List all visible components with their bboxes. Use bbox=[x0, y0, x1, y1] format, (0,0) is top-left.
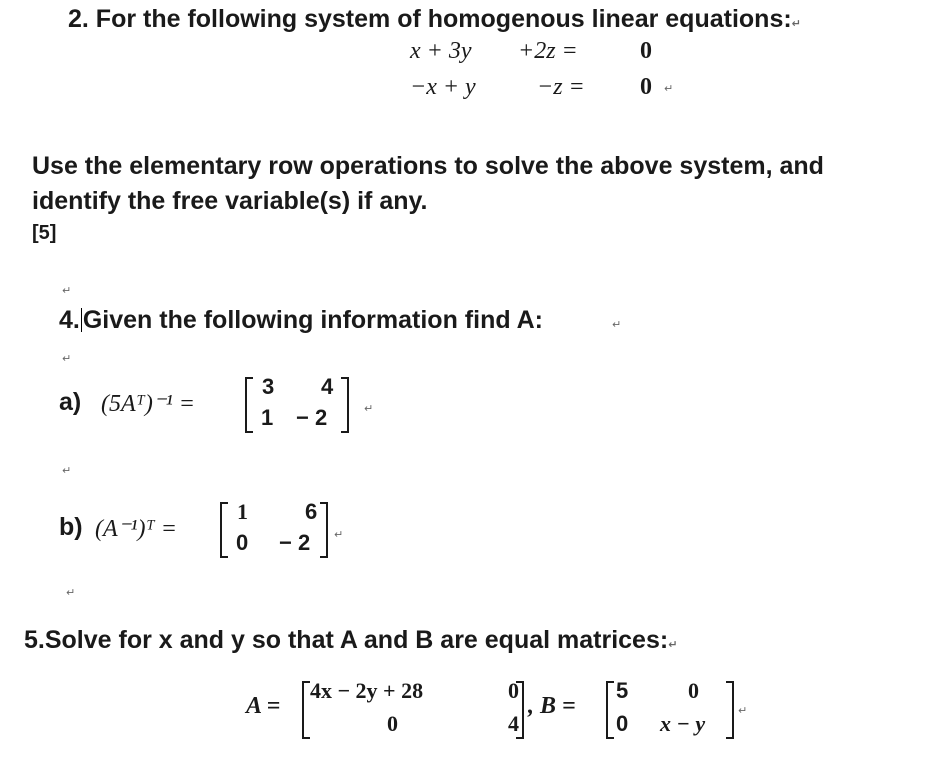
q5-B-label: , B = bbox=[528, 693, 576, 719]
paragraph-mark: ↵ bbox=[364, 402, 374, 415]
paragraph-mark: ↵ bbox=[791, 17, 801, 30]
paragraph-mark: ↵ bbox=[334, 528, 344, 541]
paragraph-mark: ↵ bbox=[62, 284, 72, 297]
paragraph-mark: ↵ bbox=[62, 352, 72, 365]
q4b-m21: 0 bbox=[236, 530, 249, 555]
paragraph-mark: ↵ bbox=[66, 586, 76, 599]
paragraph-mark: ↵ bbox=[612, 318, 622, 331]
q4b-m12: 6 bbox=[305, 499, 318, 524]
q5-title: 5.Solve for x and y so that A and B are equal matrices:↵ bbox=[24, 626, 678, 654]
q5-A-label: A = bbox=[246, 693, 281, 719]
q5-A-m11: 4x − 2y + 28 bbox=[310, 678, 424, 703]
q2-title: 2. For the following system of homogenous linear equations:↵ bbox=[68, 5, 801, 33]
q2-instruction-line1: Use the elementary row operations to solve the above system, and bbox=[32, 152, 824, 180]
q5-B-m11: 5 bbox=[616, 678, 629, 703]
q4a-m12: 4 bbox=[321, 374, 334, 399]
q4b-label: b) bbox=[59, 513, 83, 541]
q2-marks-clip bbox=[30, 222, 90, 244]
q4a-m11: 3 bbox=[262, 374, 275, 399]
q4b-lhs: (A⁻¹)ᵀ = bbox=[95, 516, 177, 542]
q5-B-m12: 0 bbox=[688, 678, 699, 703]
q5-A-m21: 0 bbox=[387, 711, 398, 736]
q4a-m21: 1 bbox=[261, 405, 274, 430]
q5-B-m21: 0 bbox=[616, 711, 629, 736]
paragraph-mark: ↵ bbox=[668, 638, 678, 651]
paragraph-mark: ↵ bbox=[664, 82, 674, 95]
q5-B-left-bracket bbox=[606, 681, 614, 739]
q5-B-right-bracket bbox=[726, 681, 734, 739]
q2-eq1-mid: +2z = bbox=[518, 38, 578, 64]
q2-eq1-lhs: x + 3y bbox=[410, 38, 472, 64]
q4a-left-bracket bbox=[245, 377, 253, 433]
q2-eq2-lhs: −x + y bbox=[410, 74, 476, 100]
q2-instruction-line2: identify the free variable(s) if any. bbox=[32, 187, 428, 215]
q4b-m22: − 2 bbox=[279, 530, 311, 555]
paragraph-mark: ↵ bbox=[62, 464, 72, 477]
q4a-m22: − 2 bbox=[296, 405, 328, 430]
q2-eq1-rhs: 0 bbox=[640, 38, 652, 64]
q2-eq2-rhs: 0 bbox=[640, 74, 652, 100]
q5-A-right-bracket bbox=[516, 681, 524, 739]
q4a-right-bracket bbox=[341, 377, 349, 433]
paragraph-mark: ↵ bbox=[738, 704, 748, 717]
q4a-label: a) bbox=[59, 388, 82, 416]
q4b-left-bracket bbox=[220, 502, 228, 558]
q4b-right-bracket bbox=[320, 502, 328, 558]
q5-A-left-bracket bbox=[302, 681, 310, 739]
q4-title: 4. Given the following information find A: bbox=[59, 306, 544, 334]
q2-eq2-mid: −z = bbox=[537, 74, 585, 100]
q2-marks: [5] bbox=[32, 222, 57, 244]
q4b-m11: 1 bbox=[237, 499, 248, 524]
q5-B-m22: x − y bbox=[660, 711, 706, 736]
q5-A-m12: 0 bbox=[508, 678, 519, 703]
q4a-lhs: (5Aᵀ)⁻¹ = bbox=[101, 391, 195, 417]
q5-A-m22: 4 bbox=[508, 711, 519, 736]
text-cursor bbox=[81, 308, 82, 332]
